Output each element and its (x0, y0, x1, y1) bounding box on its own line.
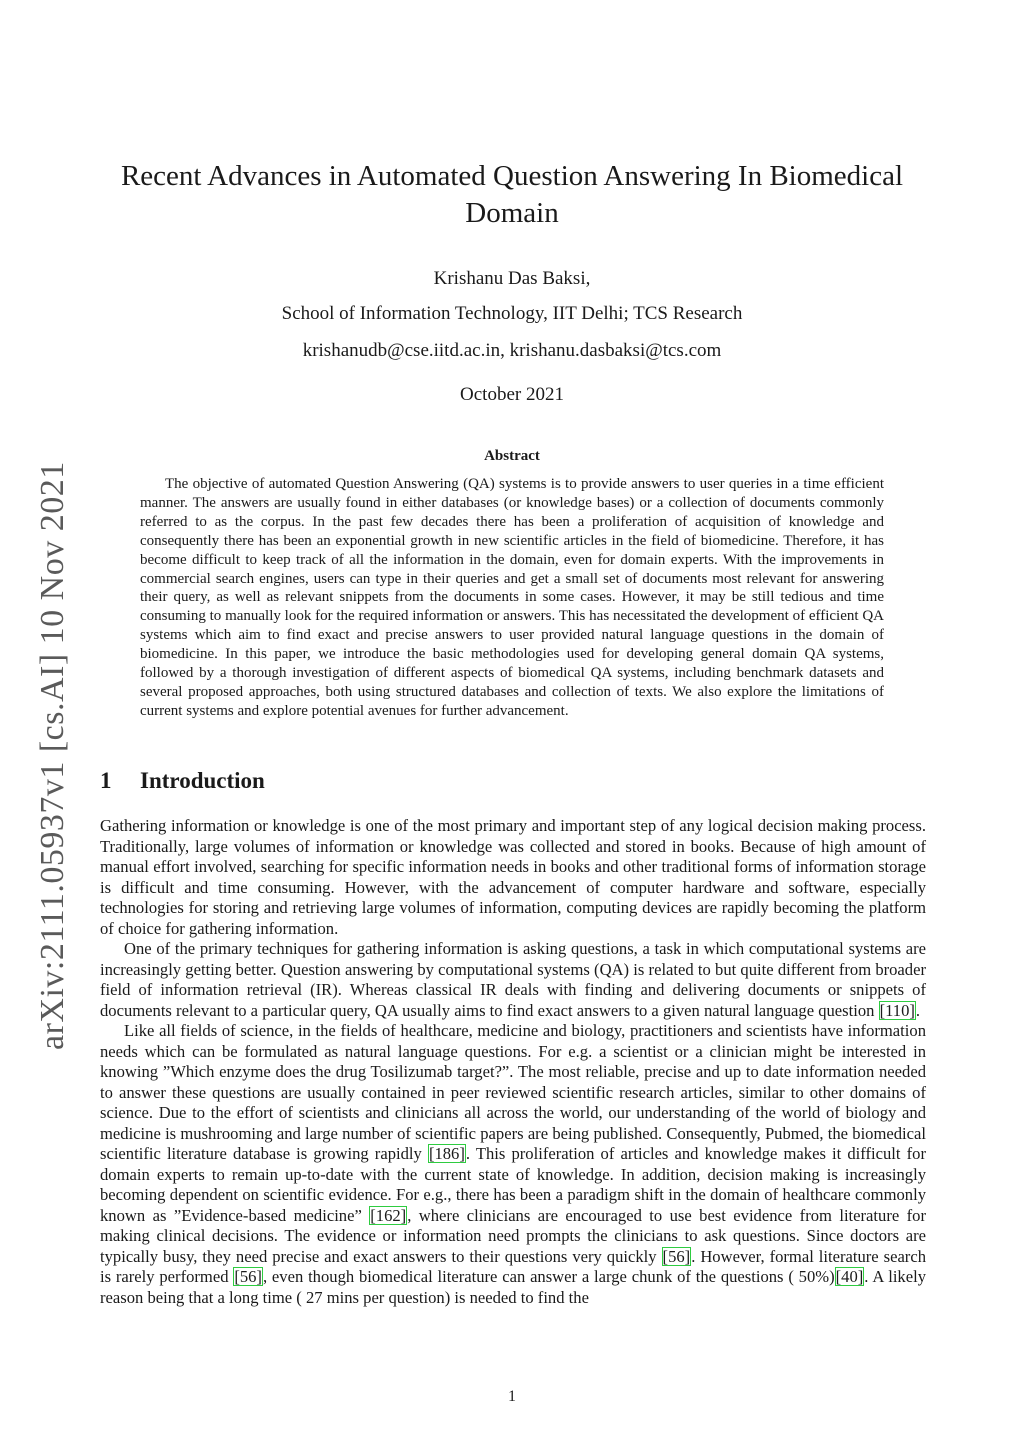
citation-link-110[interactable]: [110] (879, 1000, 915, 1020)
section-heading (100, 768, 924, 794)
citation-link-40[interactable]: [40] (835, 1267, 864, 1286)
author-affiliation: School of Information Technology, IIT Delhi; TCS Research (281, 303, 743, 324)
paragraph-3 (100, 1021, 926, 1308)
citation-link-56[interactable]: [56] (662, 1246, 691, 1266)
paragraph-3-text: . This proliferation of articles and knowledge makes it difficult for domain experts to remain up-to-date with the current state of knowledge. In addition, decision making is increasingly becoming dependent on scientific evidence. For e.g., there has been a paradigm shift in the domain of healthcare commonly known as ”Evidence-based medicine” (100, 1144, 926, 1225)
paragraph-3-text: . However, formal literature search is rarely performed (100, 1246, 926, 1286)
paragraph-3-text: Like all fields of science, in the fields of healthcare, medicine and biology, practitioners and scientists have information needs which can be formulated as natural language questions. For e.g. a scientist or a clinician might be interested in knowing ”Which enzyme does the drug Tosilizumab target?”. The most reliable, precise and up to date information needed to answer these questions are usually contained in peer reviewed scientific research articles, similar to other domains of science. Due to the effort of scientists and clinicians all across the world, our understanding of the world of biology and medicine is mushrooming and large number of scientific papers are being published. Consequently, Pubmed, the biomedical scientific literature database is growing rapidly (100, 1021, 926, 1163)
citation-link-162[interactable]: [162] (370, 1205, 407, 1225)
paragraph-2 (100, 939, 926, 1021)
paragraph-3-text: , even though biomedical literature can answer a large chunk of the questions ( 50%) (262, 1267, 835, 1286)
paragraph-3-text: . A likely reason being that a long time ( 27 mins per question) is needed to find the (100, 1267, 927, 1307)
publication-date: October 2021 (460, 384, 564, 405)
page-number: 1 (508, 1388, 516, 1405)
paragraph-1: Gathering information or knowledge is one of the most primary and important step of any logical decision making process. Traditionally, large volumes of information or knowledge was collected and stored in books. Because of high amount of manual effort involved, searching for specific information needs in books and other traditional forms of information storage is difficult and time consuming. However, with the advancement of computer hardware and software, especially technologies for storing and retrieving large volumes of information, computing devices are rapidly becoming the platform of choice for gathering information. (100, 816, 926, 938)
section-number: 1 (100, 768, 112, 793)
author-name: Krishanu Das Baksi, (433, 268, 591, 289)
citation-link-56[interactable]: [56] (234, 1267, 262, 1286)
paragraph-2-end: . (915, 1000, 921, 1020)
abstract-text: The objective of automated Question Answering (QA) systems is to provide answers to user queries in a time efficient manner. The answers are usually found in either databases (or knowledge bases) or a collection of documents commonly referred to as the corpus. In the past few decades there has been a proliferation of acquisition of knowledge and consequently there has been an exponential growth in new scientific articles in the field of biomedicine. Therefore, it has become difficult to keep track of all the information in the domain, even for domain experts. With the improvements in commercial search engines, users can type in their queries and get a small set of documents most relevant for answering their query, as well as relevant snippets from the documents in some cases. However, it may be still tedious and time consuming to manually look for the required information or answers. This has necessitated the development of efficient QA systems which aim to find exact and precise answers to user provided natural language questions in the domain of biomedicine. In this paper, we introduce the basic methodologies used for developing general domain QA systems, followed by a thorough investigation of different aspects of biomedical QA systems, including benchmark datasets and several proposed approaches, both using structured databases and collection of texts. We also explore the limitations of current systems and explore potential avenues for further advancement. (140, 476, 884, 719)
introduction-body (100, 816, 926, 1308)
paragraph-2-text: One of the primary techniques for gathering information is asking questions, a task in which computational systems are increasingly getting better. Question answering by computational systems (QA) is related to but quite different from broader field of information retrieval (IR). Whereas classical IR deals with finding and delivering documents or snippets of documents relevant to a particular query, QA usually aims to find exact answers to a given natural language question (100, 939, 926, 1020)
abstract-heading: Abstract (484, 448, 540, 464)
arxiv-identifier: arXiv:2111.05937v1 [cs.AI] 10 Nov 2021 (34, 461, 71, 1050)
author-emails: krishanudb@cse.iitd.ac.in, krishanu.dasbaksi@tcs.com (302, 340, 722, 361)
paper-title: Recent Advances in Automated Question Answering In Biomedical Domain (120, 160, 904, 229)
section-title: Introduction (140, 768, 265, 793)
paragraph-3-text: , where clinicians are encouraged to use best evidence from literature for making clinical decisions. The evidence or information need prompts the clinicians to ask questions. Since doctors are typically busy, they need precise and exact answers to their questions very quickly (100, 1205, 926, 1266)
citation-link-186[interactable]: [186] (428, 1144, 465, 1163)
